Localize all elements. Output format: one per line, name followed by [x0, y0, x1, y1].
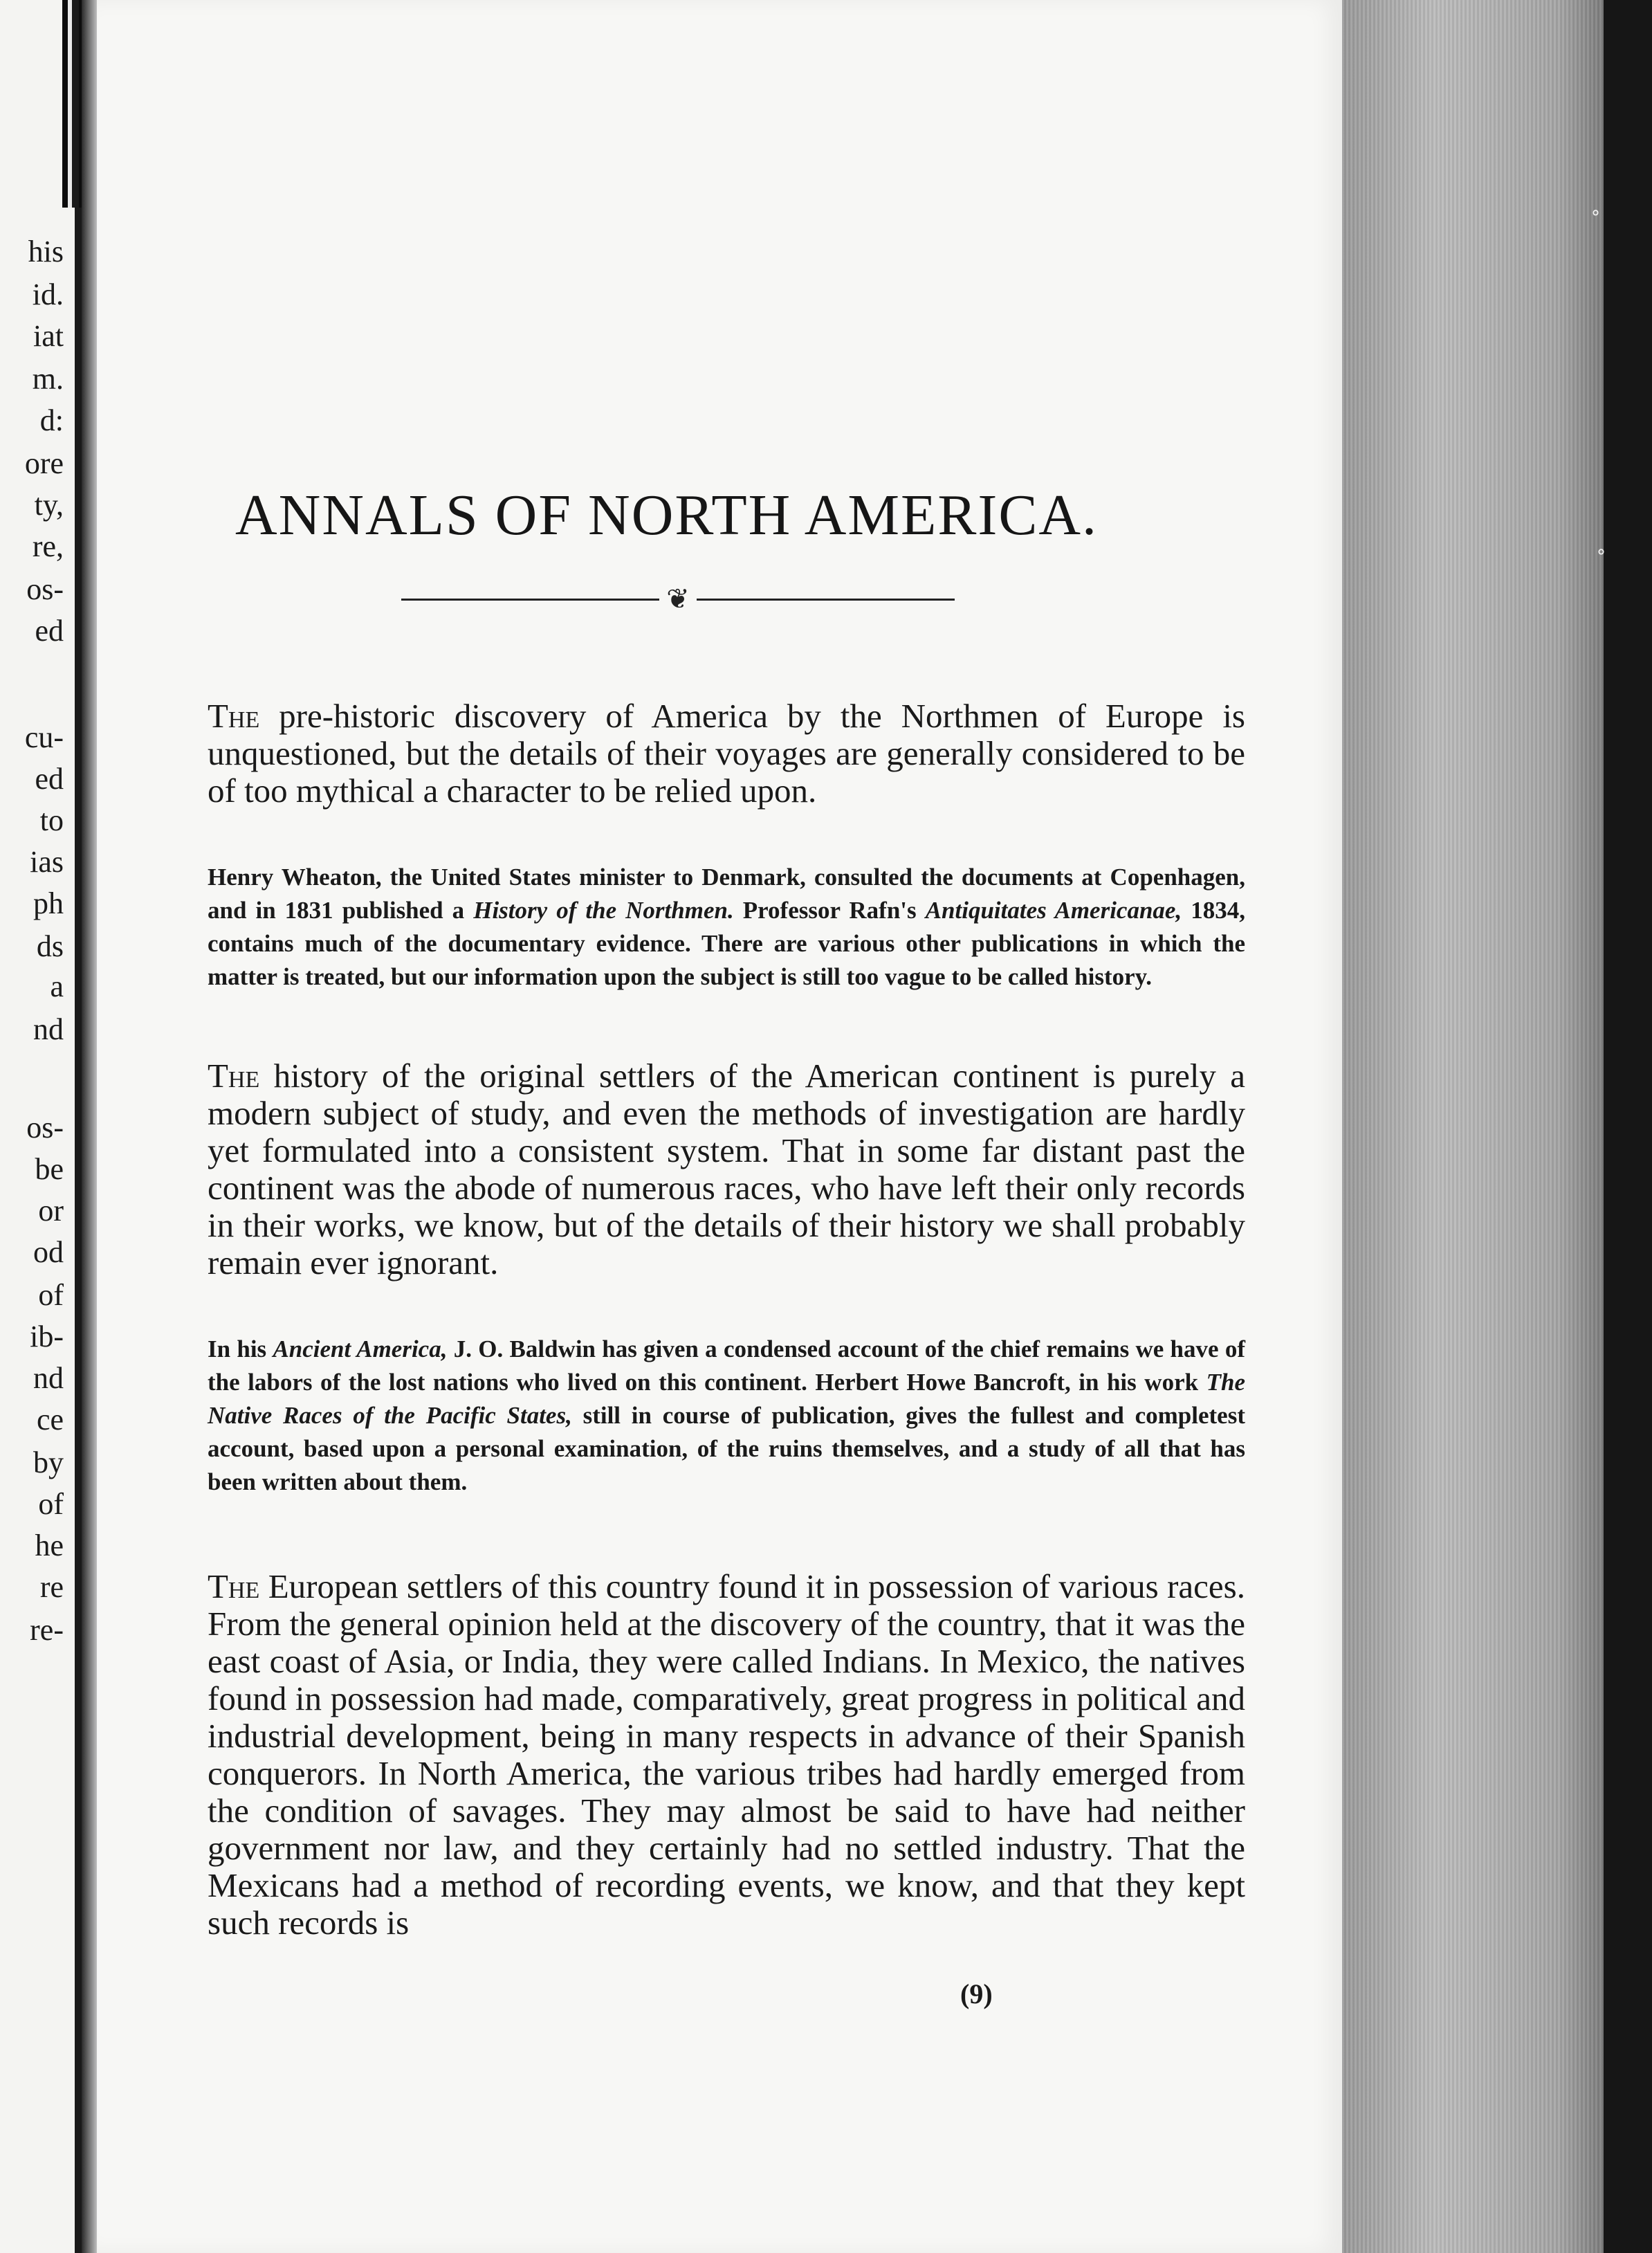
facing-page-fragment: ce — [36, 1403, 64, 1436]
facing-page-fragment: ore — [24, 446, 64, 480]
note-2-book-title-a: Ancient America, — [273, 1335, 448, 1362]
facing-page-fragment: to — [39, 803, 64, 837]
note-2-text-c: still in course of publication, gives the fullest and completest account, based upon a personal examination, of the ruins themselves, and a study of all that has been written about them. — [208, 1402, 1245, 1495]
facing-page-fragment: his — [28, 235, 64, 268]
paragraph-3-lead: The — [208, 1567, 260, 1605]
paragraph-3 — [208, 1568, 1245, 1942]
facing-page-fragment: ed — [35, 614, 64, 648]
edge-speck-icon: ° — [1591, 208, 1600, 228]
paragraph-1 — [208, 697, 1245, 810]
facing-page-edge — [0, 0, 82, 2253]
facing-page-fragment: nd — [33, 1012, 64, 1046]
paragraph-2-text: history of the original settlers of the American continent is purely a modern subject of study, and even the methods of investigation are hardly yet formulated into a consistent system. That in some far distant past the continent was the abode of numerous races, who have left their only records in their works, we know, but of the details of their history we shall probably remain ever ignorant. — [208, 1057, 1245, 1281]
facing-page-fragment: ty, — [34, 488, 64, 522]
note-2-book-title-b: The Native Races of the Pacific States, — [208, 1369, 1245, 1429]
facing-page-fragment: id. — [32, 277, 64, 311]
facing-page-fragment: ph — [33, 886, 64, 920]
edge-shadow — [1604, 0, 1652, 2253]
ornament-flourish-icon: ❦ — [666, 583, 690, 615]
page-edges — [1342, 0, 1652, 2253]
facing-page-fragment: of — [38, 1278, 64, 1312]
paragraph-3-text: European settlers of this country found it in possession of various races. From the general opinion held at the discovery of the country, that it was the east coast of Asia, or India, they were called Indians. In Mexico, the natives found in possession had made, comparatively, great progress in political and industrial development, being in many respects in advance of their Spanish conquerors. In North America, the various tribes had hardly emerged from the condition of savages. They may almost be said to have had neither government nor law, and they certainly had no settled industry. That the Mexicans had a method of recording events, we know, and that they kept such records is — [208, 1567, 1245, 1942]
facing-page-fragment: ed — [35, 762, 64, 796]
note-2 — [208, 1333, 1245, 1499]
note-2-text-b: J. O. Baldwin has given a condensed account of the chief remains we have of the labors of the lost nations who lived on this continent. Herbert Howe Bancroft, in his work — [208, 1335, 1245, 1396]
facing-page-fragment: a — [50, 969, 64, 1003]
note-2-text-a: In his — [208, 1335, 273, 1362]
facing-page-fragment: cu- — [24, 720, 64, 754]
facing-page-fragment: od — [33, 1235, 64, 1269]
facing-page-fragment: d: — [39, 403, 64, 437]
note-1-text-c: 1834, contains much of the documentary evidence. There are various other publications in which the matter is treated, but our information upon the subject is still too vague to be called history. — [208, 897, 1246, 990]
facing-page-fragment: iat — [33, 319, 64, 353]
paragraph-2-lead: The — [208, 1057, 260, 1095]
paragraph-1-text: pre-historic discovery of America by the Northmen of Europe is unquestioned, but the details of their voyages are generally considered to be of too mythical a character to be relied upon. — [208, 697, 1245, 810]
facing-page-fragment: os- — [26, 1111, 64, 1144]
paragraph-1-lead: The — [208, 697, 260, 735]
facing-page-fragment: of — [38, 1487, 64, 1521]
facing-page-fragment: ias — [30, 845, 64, 879]
facing-page-fragment: m. — [32, 362, 64, 396]
page-title: ANNALS OF NORTH AMERICA. — [235, 483, 1099, 548]
note-1-text-b: Professor Rafn's — [733, 897, 926, 924]
facing-page-fragment: ib- — [30, 1320, 64, 1353]
note-1-book-title-b: Antiquitates Americanae, — [925, 897, 1182, 924]
page-number: (9) — [960, 1978, 993, 2009]
ornament-rule-right — [697, 599, 955, 601]
facing-page-fragment: ds — [36, 929, 64, 963]
facing-page-fragment: re- — [30, 1613, 64, 1647]
facing-page-fragment: by — [33, 1445, 64, 1479]
paragraph-2 — [208, 1057, 1245, 1281]
note-1-text-a: Henry Wheaton, the United States minister to Denmark, consulted the documents at Copenhagen, and in 1831 published a — [208, 864, 1245, 924]
edge-speck-icon: ° — [1597, 547, 1606, 567]
facing-page-fragment: nd — [33, 1361, 64, 1395]
facing-page-fragment: os- — [26, 572, 64, 606]
page-gutter — [82, 0, 97, 2253]
facing-page-fragment: re — [39, 1570, 64, 1604]
ornament-rule-left — [401, 599, 659, 601]
note-1 — [208, 861, 1245, 994]
facing-page-fragment: re, — [32, 529, 64, 563]
book-page — [97, 0, 1342, 2253]
facing-page-fragment: be — [35, 1152, 64, 1186]
title-ornament — [401, 583, 955, 615]
note-1-book-title-a: History of the Northmen. — [473, 897, 734, 924]
facing-page-fragment: or — [38, 1194, 64, 1228]
facing-page-fragment: he — [35, 1529, 64, 1562]
